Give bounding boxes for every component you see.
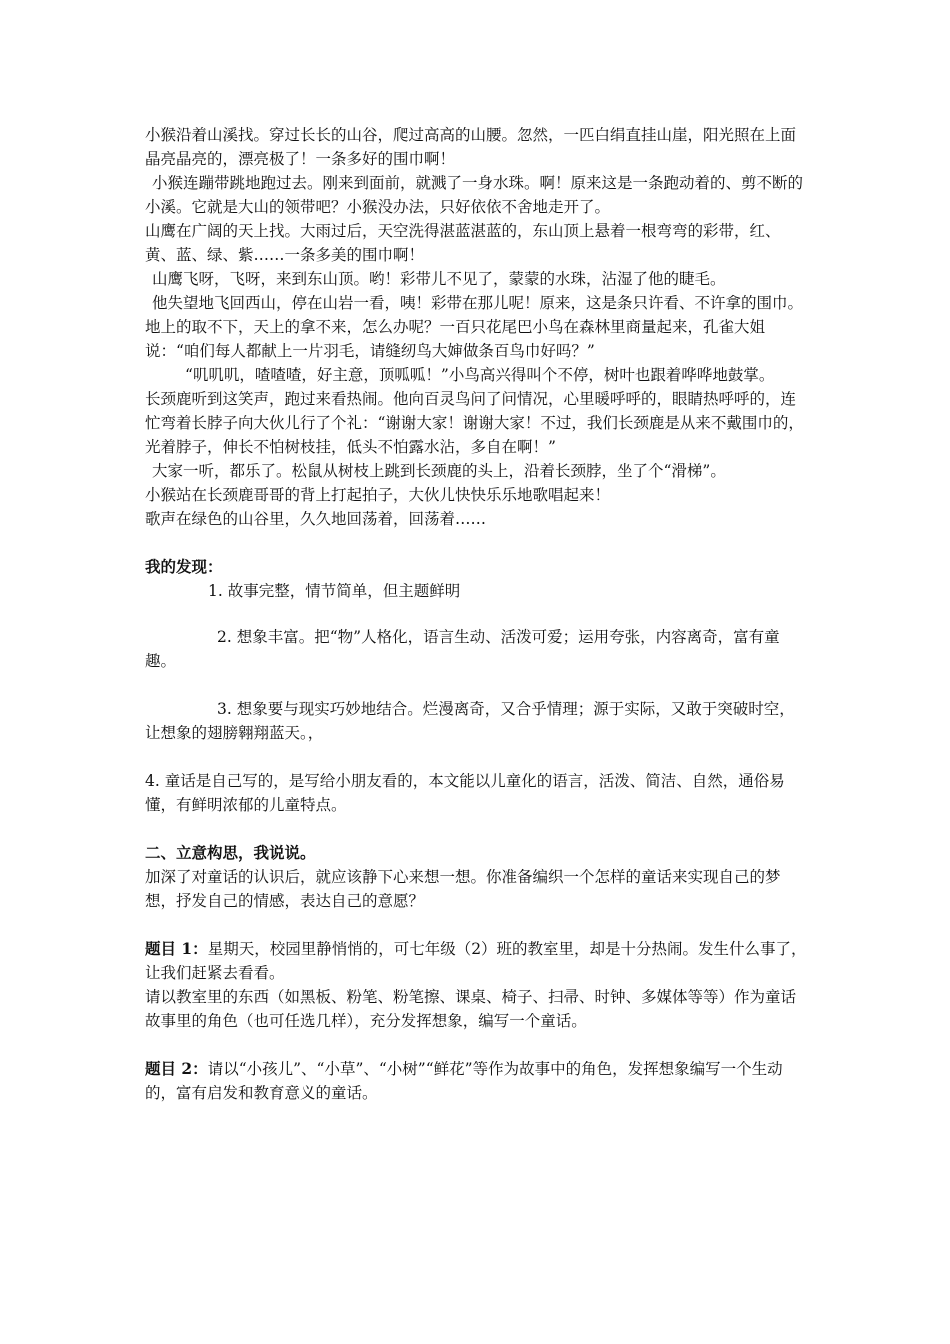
- topic-2-text: 请以“小孩儿”、“小草”、“小树”“鲜花”等作为故事中的角色，发挥想象编写一个生动的，富有启发和教育意义的童话。: [145, 1060, 783, 1102]
- story-paragraph-8: 长颈鹿听到这笑声，跑过来看热闹。他向百灵鸟问了问情况，心里暖呼呼的，眼睛热呼呼的，连忙弯着长脖子向大伙儿行了个礼：“谢谢大家！谢谢大家！不过，我们长颈鹿是从来不戴围巾的，光着脖子，伸长不怕树枝挂，低头不怕露水沾，多自在啊！”: [145, 390, 804, 456]
- section-2-intro: 加深了对童话的认识后，就应该静下心来想一想。你准备编织一个怎样的童话来实现自己的梦想，抒发自己的情感，表达自己的意愿？: [145, 868, 781, 910]
- finding-item-4: 4. 童话是自己写的，是写给小朋友看的，本文能以儿童化的语言，活泼、简洁、自然，通俗易懂，有鲜明浓郁的儿童特点。: [145, 772, 785, 814]
- story-paragraph-11: 歌声在绿色的山谷里，久久地回荡着，回荡着……: [145, 510, 487, 528]
- story-paragraph-1: 小猴沿着山溪找。穿过长长的山谷，爬过高高的山腰。忽然，一匹白绢直挂山崖，阳光照在上面晶亮晶亮的，漂亮极了！一条多好的围巾啊！: [145, 126, 797, 168]
- story-paragraph-2: 小猴连蹦带跳地跑过去。刚来到面前，就溅了一身水珠。啊！原来这是一条跑动着的、剪不断的小溪。它就是大山的领带吧？小猴没办法，只好依依不舍地走开了。: [145, 174, 804, 216]
- topic-1-text: 星期天，校园里静悄悄的，可七年级（2）班的教室里，却是十分热闹。发生什么事了，让我们赶紧去看看。: [145, 940, 807, 982]
- finding-item-1: 1. 故事完整，情节简单，但主题鲜明: [208, 582, 461, 600]
- document-page: [145, 123, 810, 1105]
- story-paragraph-3: 山鹰在广阔的天上找。大雨过后，天空洗得湛蓝湛蓝的，东山顶上悬着一根弯弯的彩带，红、黄、蓝、绿、紫……一条多美的围巾啊！: [145, 222, 781, 264]
- finding-item-2: 2. 想象丰富。把“物”人格化，语言生动、活泼可爱；运用夸张，内容离奇，富有童趣。: [145, 628, 780, 670]
- topic-1-label: 题目 1：: [145, 939, 208, 958]
- story-paragraph-5: 他失望地飞回西山，停在山岩一看，咦！彩带在那儿呢！原来，这是条只许看、不许拿的围巾。: [152, 294, 804, 312]
- story-paragraph-6: 地上的取不下，天上的拿不来，怎么办呢？一百只花尾巴小鸟在森林里商量起来，孔雀大姐说：“咱们每人都献上一片羽毛，请缝纫鸟大婶做条百鸟巾好吗？”: [145, 318, 766, 360]
- story-paragraph-7: “叽叽叽，喳喳喳，好主意，顶呱呱！”小鸟高兴得叫个不停，树叶也跟着哗哗地鼓掌。: [185, 366, 775, 384]
- story-paragraph-9: 大家一听，都乐了。松鼠从树枝上跳到长颈鹿的头上，沿着长颈脖，坐了个“滑梯”。: [152, 462, 726, 480]
- finding-item-3: 3. 想象要与现实巧妙地结合。烂漫离奇，又合乎情理；源于实际，又敢于突破时空，让想象的翅膀翱翔蓝天。，: [145, 700, 795, 742]
- topic-1: [145, 937, 810, 985]
- topic-2-label: 题目 2：: [145, 1059, 208, 1078]
- findings-heading: 我的发现：: [145, 557, 223, 576]
- topic-2: [145, 1057, 810, 1105]
- story-paragraph-10: 小猴站在长颈鹿哥哥的背上打起拍子，大伙儿快快乐乐地歌唱起来！: [145, 486, 611, 504]
- section-2-heading: 二、立意构思，我说说。: [145, 843, 316, 862]
- topic-1-instruction: 请以教室里的东西（如黑板、粉笔、粉笔擦、课桌、椅子、扫帚、时钟、多媒体等等）作为童话故事里的角色（也可任选几样），充分发挥想象，编写一个童话。: [145, 988, 797, 1030]
- story-paragraph-4: 山鹰飞呀，飞呀，来到东山顶。哟！彩带儿不见了，蒙蒙的水珠，沾湿了他的睫毛。: [152, 270, 726, 288]
